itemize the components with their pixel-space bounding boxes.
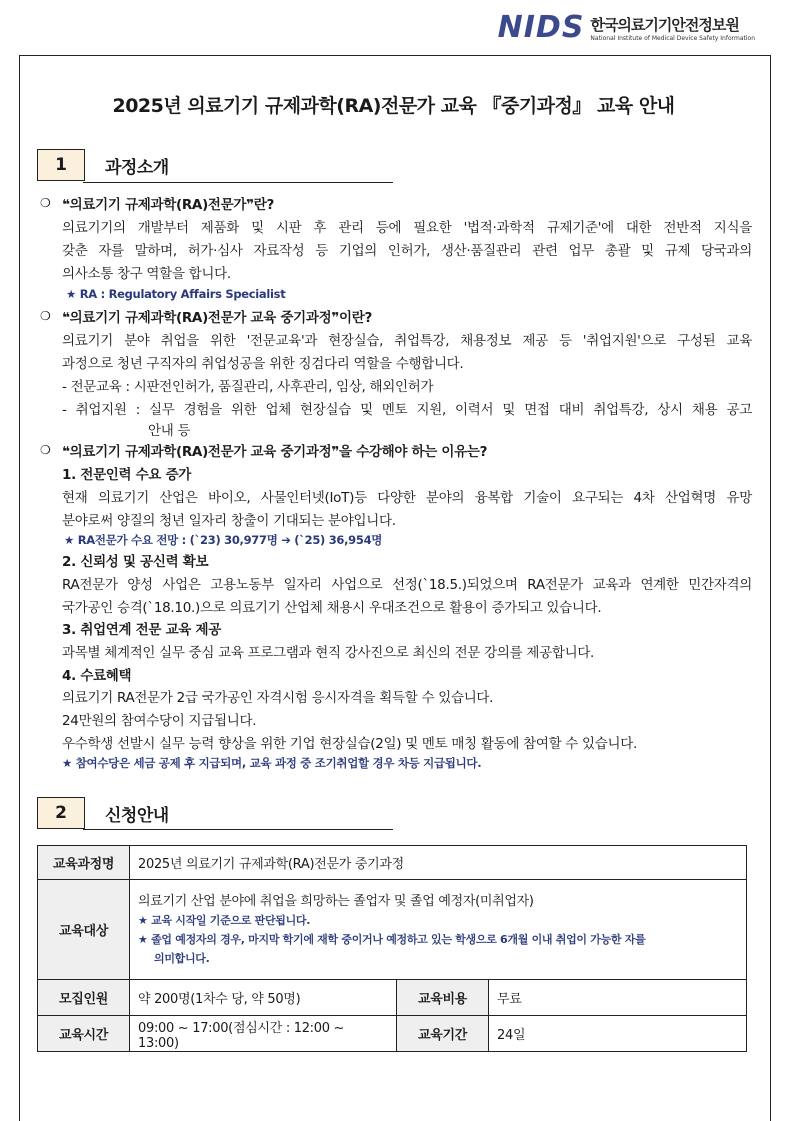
q1-line-2: 갖춘 자를 말하며, 허가·심사 자료작성 등 기업의 인허가, 생산·품질관리 관련 업무 총괄 및 규제 당국과의	[62, 243, 752, 259]
reason-4-line-2: 24만원의 참여수당이 지급됩니다.	[62, 713, 257, 729]
target-value: 의료기기 산업 분야에 취업을 희망하는 졸업자 및 졸업 예정자(미취업자)	[138, 893, 534, 909]
section-1-underline	[83, 182, 393, 183]
reason-3-title: 3. 취업연계 전문 교육 제공	[62, 622, 221, 638]
recruit-value: 약 200명(1차수 당, 약 50명)	[130, 980, 397, 1016]
nids-logo	[498, 10, 755, 45]
table-row	[38, 880, 747, 980]
circle-bullet-icon: ❍	[40, 196, 51, 210]
circle-bullet-icon: ❍	[40, 309, 51, 323]
circle-bullet-icon: ❍	[40, 443, 51, 457]
cost-label: 교육비용	[397, 980, 489, 1016]
reason-1-line-1: 현재 의료기기 산업은 바이오, 사물인터넷(IoT)등 다양한 분야의 융복합 기술이 요구되는 4차 산업혁명 유망	[62, 490, 752, 506]
q1-line-3: 의사소통 창구 역할을 합니다.	[62, 266, 231, 282]
q2-item-1: - 전문교육 : 시판전인허가, 품질관리, 사후관리, 임상, 해외인허가	[62, 379, 434, 395]
recruit-label: 모집인원	[38, 980, 130, 1016]
q1-note: ★ RA : Regulatory Affairs Specialist	[66, 287, 286, 301]
reason-4-line-1: 의료기기 RA전문가 2급 국가공인 자격시험 응시자격을 획득할 수 있습니다.	[62, 690, 494, 706]
reason-4-line-3: 우수학생 선발시 실무 능력 향상을 위한 기업 현장실습(2일) 및 멘토 매칭 활동에 참여할 수 있습니다.	[62, 736, 637, 752]
application-info-table	[37, 845, 747, 1052]
cost-value: 무료	[489, 980, 747, 1016]
target-note-1: ★ 교육 시작일 기준으로 판단됩니다.	[138, 913, 311, 927]
logo-mark: NIDS	[497, 10, 585, 45]
time-value: 09:00 ~ 17:00(점심시간 : 12:00 ~ 13:00)	[130, 1016, 397, 1052]
section-2-underline	[83, 829, 393, 830]
q2-line-1: 의료기기 분야 취업을 위한 '전문교육'과 현장실습, 취업특강, 채용정보 제공 등 '취업지원'으로 구성된 교육	[62, 333, 752, 349]
period-value: 24일	[489, 1016, 747, 1052]
q2-heading: ❝의료기기 규제과학(RA)전문가 교육 중기과정❞이란?	[62, 310, 373, 326]
section-2-title: 신청안내	[105, 805, 169, 826]
section-1-header	[37, 149, 169, 181]
time-label: 교육시간	[38, 1016, 130, 1052]
table-row	[38, 980, 747, 1016]
page-title: 2025년 의료기기 규제과학(RA)전문가 교육 『중기과정』 교육 안내	[112, 95, 675, 117]
reason-1-note: ★ RA전문가 수요 전망 : (`23) 30,977명 ➔ (`25) 36,954명	[64, 533, 383, 547]
q2-item-2-cont: 안내 등	[148, 423, 191, 439]
logo-korean-name: 한국의료기기안전정보원	[590, 15, 739, 34]
logo-english-name: National Institute of Medical Device Safety Information	[590, 34, 755, 42]
course-name-value: 2025년 의료기기 규제과학(RA)전문가 중기과정	[130, 846, 747, 880]
q2-line-2: 과정으로 청년 구직자의 취업성공을 위한 징검다리 역할을 수행합니다.	[62, 356, 464, 372]
q1-line-1: 의료기기의 개발부터 제품화 및 시판 후 관리 등에 필요한 '법적·과학적 규제기준'에 대한 전반적 지식을	[62, 220, 752, 236]
q2-item-2: - 취업지원 : 실무 경험을 위한 업체 현장실습 및 멘토 지원, 이력서 및 면접 대비 취업특강, 상시 채용 공고	[62, 402, 752, 418]
reason-1-title: 1. 전문인력 수요 증가	[62, 467, 192, 483]
q3-heading: ❝의료기기 규제과학(RA)전문가 교육 중기과정❞을 수강해야 하는 이유는?	[62, 444, 488, 460]
section-1-title: 과정소개	[105, 157, 169, 178]
reason-2-title: 2. 신뢰성 및 공신력 확보	[62, 554, 209, 570]
course-name-label: 교육과정명	[38, 846, 130, 880]
target-cell	[130, 880, 747, 980]
reason-2-line-1: RA전문가 양성 사업은 고용노동부 일자리 사업으로 선정(`18.5.)되었으며 RA전문가 교육과 연계한 민간자격의	[62, 577, 752, 593]
reason-3-line-1: 과목별 체계적인 실무 중심 교육 프로그램과 현직 강사진으로 최신의 전문 강의를 제공합니다.	[62, 645, 595, 661]
target-note-2-cont: 의미합니다.	[154, 951, 210, 965]
target-note-2: ★ 졸업 예정자의 경우, 마지막 학기에 재학 중이거나 예정하고 있는 학생으로 6개월 이내 취업이 가능한 자를	[138, 932, 646, 946]
reason-4-note: ★ 참여수당은 세금 공제 후 지급되며, 교육 과정 중 조기취업할 경우 차등 지급됩니다.	[62, 756, 482, 770]
q1-heading: ❝의료기기 규제과학(RA)전문가❞란?	[62, 197, 275, 213]
section-1-number: 1	[37, 149, 85, 181]
reason-4-title: 4. 수료혜택	[62, 668, 132, 684]
section-2-header	[37, 797, 169, 829]
target-label: 교육대상	[38, 880, 130, 980]
period-label: 교육기간	[397, 1016, 489, 1052]
table-row	[38, 846, 747, 880]
reason-1-line-2: 분야로써 양질의 청년 일자리 창출이 기대되는 분야입니다.	[62, 513, 396, 529]
section-2-number: 2	[37, 797, 85, 829]
table-row	[38, 1016, 747, 1052]
reason-2-line-2: 국가공인 승격(`18.10.)으로 의료기기 산업체 채용시 우대조건으로 활용이 증가되고 있습니다.	[62, 600, 602, 616]
